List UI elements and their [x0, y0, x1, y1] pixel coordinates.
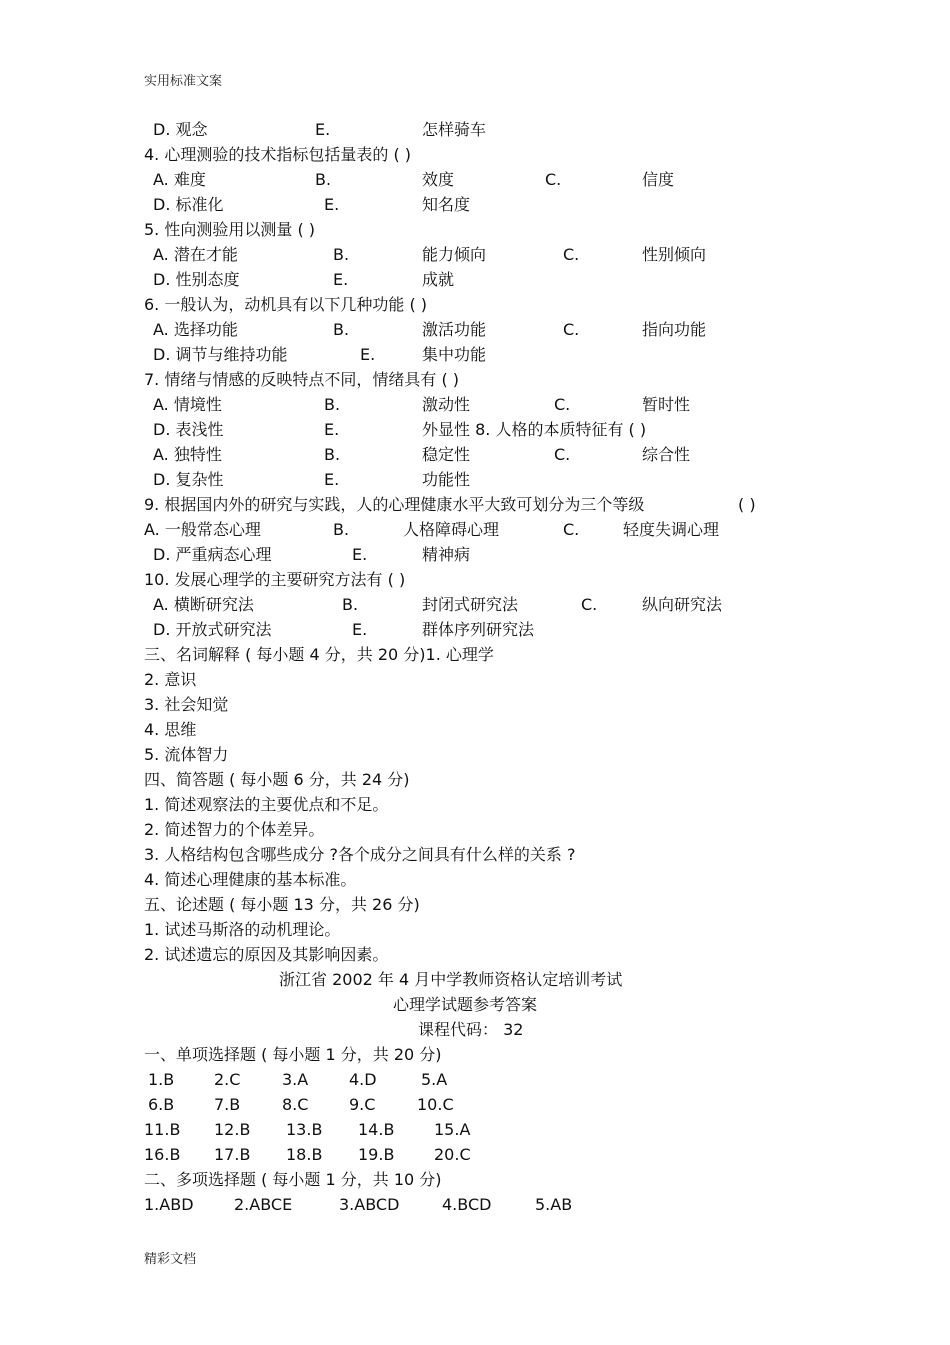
- option-d: D. 严重病态心理: [153, 545, 272, 564]
- option-c-text: 指向功能: [642, 320, 707, 339]
- option-b-text: 封闭式研究法: [422, 595, 519, 614]
- answer-cell: 20.C: [434, 1145, 471, 1164]
- section-title: 三、名词解释 ( 每小题 4 分，共 20 分)1. 心理学: [144, 645, 494, 664]
- answer-cell: 9.C: [349, 1095, 376, 1114]
- option-a: A. 独特性: [153, 445, 222, 464]
- list-item: 3. 社会知觉: [144, 695, 229, 714]
- list-item: 3. 人格结构包含哪些成分 ?各个成分之间具有什么样的关系 ?: [144, 845, 576, 864]
- option-b-text: 稳定性: [422, 445, 471, 464]
- list-item: 5. 流体智力: [144, 745, 229, 764]
- option-c-text: 轻度失调心理: [623, 520, 720, 539]
- option-a: A. 难度: [153, 170, 206, 189]
- answer-cell: 12.B: [214, 1120, 251, 1139]
- answer-cell: 6.B: [148, 1095, 175, 1114]
- option-e-text: 群体序列研究法: [422, 620, 535, 639]
- option-e: E.: [315, 120, 331, 139]
- answer-cell: 14.B: [358, 1120, 395, 1139]
- answer-cell: 3.A: [282, 1070, 309, 1089]
- answer-cell: 1.B: [148, 1070, 175, 1089]
- list-item: 4. 思维: [144, 720, 197, 739]
- question-stem: 4. 心理测验的技术指标包括量表的 ( ): [144, 145, 412, 164]
- list-item: 2. 简述智力的个体差异。: [144, 820, 325, 839]
- option-a: A. 横断研究法: [153, 595, 254, 614]
- option-e-text: 精神病: [422, 545, 471, 564]
- option-b-text: 能力倾向: [422, 245, 487, 264]
- option-e-text: 集中功能: [422, 345, 487, 364]
- list-item: 2. 试述遗忘的原因及其影响因素。: [144, 945, 389, 964]
- answer-cell: 5.AB: [535, 1195, 573, 1214]
- option-e: E.: [360, 345, 376, 364]
- answer-cell: 3.ABCD: [339, 1195, 400, 1214]
- answer-cell: 18.B: [286, 1145, 323, 1164]
- option-b-text: 激活功能: [422, 320, 487, 339]
- option-e-text: 外显性 8. 人格的本质特征有 ( ): [422, 420, 647, 439]
- option-e: E.: [352, 620, 368, 639]
- option-e-text: 怎样骑车: [422, 120, 487, 139]
- page-header: 实用标准文案: [144, 74, 223, 89]
- option-e: E.: [324, 420, 340, 439]
- option-d: D. 性别态度: [153, 270, 240, 289]
- option-c: C.: [545, 170, 562, 189]
- section-title: 二、多项选择题 ( 每小题 1 分，共 10 分): [144, 1170, 442, 1189]
- answer-cell: 13.B: [286, 1120, 323, 1139]
- answer-cell: 16.B: [144, 1145, 181, 1164]
- answer-key-subtitle: 心理学试题参考答案: [393, 995, 538, 1014]
- answer-paren: ( ): [738, 495, 756, 514]
- option-d: D. 开放式研究法: [153, 620, 272, 639]
- answer-cell: 11.B: [144, 1120, 181, 1139]
- answer-cell: 5.A: [421, 1070, 448, 1089]
- list-item: 4. 简述心理健康的基本标准。: [144, 870, 357, 889]
- course-code: 课程代码： 32: [418, 1020, 524, 1039]
- answer-cell: 15.A: [434, 1120, 471, 1139]
- option-b: B.: [333, 520, 350, 539]
- section-title: 五、论述题 ( 每小题 13 分，共 26 分): [144, 895, 420, 914]
- option-c-text: 性别倾向: [642, 245, 707, 264]
- option-b-text: 人格障碍心理: [403, 520, 500, 539]
- option-e-text: 成就: [422, 270, 455, 289]
- option-a: A. 潜在才能: [153, 245, 238, 264]
- list-item: 1. 试述马斯洛的动机理论。: [144, 920, 341, 939]
- option-b: B.: [324, 445, 341, 464]
- section-title: 四、简答题 ( 每小题 6 分，共 24 分): [144, 770, 410, 789]
- option-b-text: 激动性: [422, 395, 471, 414]
- option-c: C.: [563, 520, 580, 539]
- page-footer: 精彩文档: [144, 1252, 197, 1267]
- list-item: 1. 简述观察法的主要优点和不足。: [144, 795, 389, 814]
- answer-cell: 1.ABD: [144, 1195, 194, 1214]
- option-b-text: 效度: [422, 170, 455, 189]
- option-c: C.: [563, 320, 580, 339]
- option-b: B.: [315, 170, 332, 189]
- answer-cell: 4.D: [349, 1070, 377, 1089]
- answer-cell: 8.C: [282, 1095, 309, 1114]
- section-title: 一、单项选择题 ( 每小题 1 分，共 20 分): [144, 1045, 442, 1064]
- option-d: D. 复杂性: [153, 470, 224, 489]
- answer-cell: 2.C: [214, 1070, 241, 1089]
- answer-cell: 4.BCD: [442, 1195, 492, 1214]
- option-d: D. 标准化: [153, 195, 224, 214]
- option-e: E.: [324, 470, 340, 489]
- answer-key-title: 浙江省 2002 年 4 月中学教师资格认定培训考试: [279, 970, 623, 989]
- answer-cell: 7.B: [214, 1095, 241, 1114]
- option-b: B.: [324, 395, 341, 414]
- question-stem: 10. 发展心理学的主要研究方法有 ( ): [144, 570, 406, 589]
- option-c-text: 综合性: [642, 445, 691, 464]
- option-e: E.: [352, 545, 368, 564]
- answer-cell: 2.ABCE: [234, 1195, 293, 1214]
- option-d: D. 调节与维持功能: [153, 345, 288, 364]
- option-e: E.: [324, 195, 340, 214]
- option-c: C.: [554, 395, 571, 414]
- question-stem: 9. 根据国内外的研究与实践，人的心理健康水平大致可划分为三个等级: [144, 495, 645, 514]
- answer-cell: 17.B: [214, 1145, 251, 1164]
- option-d: D. 表浅性: [153, 420, 224, 439]
- option-e-text: 功能性: [422, 470, 471, 489]
- question-stem: 5. 性向测验用以测量 ( ): [144, 220, 316, 239]
- question-stem: 6. 一般认为，动机具有以下几种功能 ( ): [144, 295, 428, 314]
- option-a: A. 选择功能: [153, 320, 238, 339]
- option-c: C.: [581, 595, 598, 614]
- option-b: B.: [333, 245, 350, 264]
- option-a: A. 情境性: [153, 395, 222, 414]
- option-c-text: 纵向研究法: [642, 595, 723, 614]
- answer-cell: 10.C: [417, 1095, 454, 1114]
- option-c-text: 暂时性: [642, 395, 691, 414]
- option-c: C.: [554, 445, 571, 464]
- option-b: B.: [342, 595, 359, 614]
- option-e: E.: [333, 270, 349, 289]
- option-b: B.: [333, 320, 350, 339]
- option-d: D. 观念: [153, 120, 208, 139]
- option-e-text: 知名度: [422, 195, 471, 214]
- option-a: A. 一般常态心理: [144, 520, 261, 539]
- question-stem: 7. 情绪与情感的反映特点不同，情绪具有 ( ): [144, 370, 460, 389]
- answer-cell: 19.B: [358, 1145, 395, 1164]
- option-c: C.: [563, 245, 580, 264]
- list-item: 2. 意识: [144, 670, 197, 689]
- option-c-text: 信度: [642, 170, 675, 189]
